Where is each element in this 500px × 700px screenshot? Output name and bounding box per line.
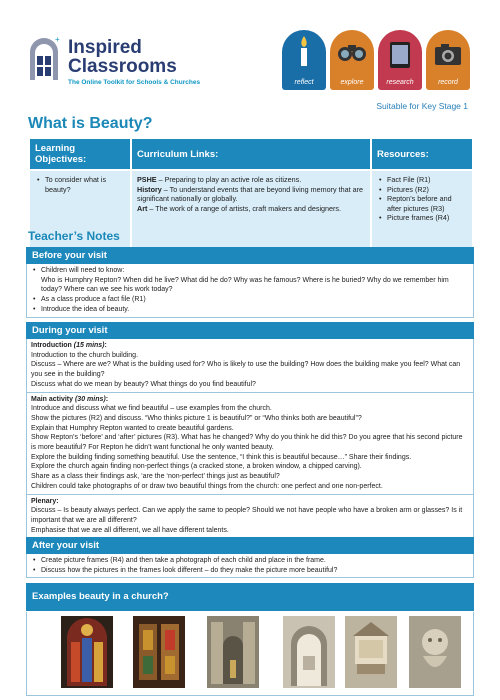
nav-explore[interactable] — [330, 30, 374, 90]
nav-explore-label: explore — [340, 79, 364, 86]
candle-icon — [282, 30, 326, 74]
resources-header: Resources: — [371, 138, 473, 170]
plenary-line: Discuss – Is beauty always perfect. Can we apply the same to people? Should we not have people who have a broken arm or glasses? Is it important that we are all different? — [31, 507, 463, 524]
intro-line: Discuss what do we mean by beauty? What things do you find beautiful? — [31, 380, 256, 388]
after-heading: After your visit — [26, 537, 474, 554]
intro-time: (15 mins) — [73, 342, 105, 349]
binoculars-icon — [330, 30, 374, 74]
resource-item: • Repton’s before and after pictures (R3) — [377, 194, 467, 213]
main-line: Children could take photographs of or draw two beautiful things from the church: one perfect and one non-perfect. — [31, 482, 383, 490]
curriculum-cell — [131, 170, 371, 250]
key-stage-note: Suitable for Key Stage 1 — [376, 101, 468, 111]
nav-reflect-label: reflect — [294, 79, 314, 86]
nav-research-label: research — [386, 79, 414, 86]
objectives-header: Learning Objectives: — [29, 138, 131, 170]
main-time: (30 mins) — [74, 395, 106, 403]
nav-record[interactable] — [426, 30, 470, 90]
wall-monument-photo — [345, 616, 397, 688]
page-title: What is Beauty? — [28, 115, 153, 132]
after-item: • Create picture frames (R4) and then take a photograph of each child and place in the frame. — [31, 556, 469, 566]
objective-item: • To consider what is beauty? — [35, 175, 125, 194]
main-line: Show Repton’s ‘before’ and ‘after’ pictures (R3). What has he changed? Why do you think he did this? Do you agree that his second picture is more beautiful? For Repton he didn’t want functional he only wanted beauty. — [31, 434, 463, 452]
main-line: Show the pictures (R2) and discuss. “Who thinks picture 1 is beautiful?” or “Who thinks both are beautiful”? — [31, 414, 362, 422]
main-line: Share as a class their findings ask, ‘are the ‘non-perfect’ things just as beautiful? — [31, 473, 280, 481]
intro-heading: Introduction — [31, 342, 72, 349]
main-line: Explore the church again finding non-perfect things (a cracked stone, a broken window, a chipped carving). — [31, 463, 362, 471]
church-interior-photo — [207, 616, 259, 688]
examples-section — [26, 583, 474, 611]
nav-record-label: record — [438, 79, 458, 86]
plenary-line: Emphasise that we are all different, we all have different talents. — [31, 526, 229, 534]
resources-cell — [371, 170, 473, 250]
resource-item: • Picture frames (R4) — [377, 213, 467, 223]
main-line: Explain that Humphry Repton wanted to create beautiful gardens. — [31, 424, 234, 432]
nav-research[interactable] — [378, 30, 422, 90]
before-item: • Children will need to know: — [31, 266, 469, 276]
before-heading: Before your visit — [26, 247, 474, 264]
after-item: • Discuss how the pictures in the frames look different – do they make the picture more beautiful? — [31, 566, 469, 576]
camera-icon — [426, 30, 470, 74]
main-line: Explore the building finding something beautiful. Use the sentence, “I think this is beautiful because…” Share their findings. — [31, 453, 412, 461]
photo-strip — [26, 612, 474, 696]
svg-text:+: + — [55, 36, 60, 44]
stained-glass-window-photo — [61, 616, 113, 688]
resource-item: • Fact File (R1) — [377, 175, 467, 185]
nav-reflect[interactable] — [282, 30, 326, 90]
brand-line1: Inspired — [68, 37, 142, 58]
before-item: • As a class produce a fact file (R1) — [31, 295, 469, 305]
intro-line: Discuss – Where are we? What is the building used for? Who is likely to use the building? How does the building make you feel? What can you see in the building? — [31, 361, 461, 379]
main-heading: Main activity — [31, 395, 74, 403]
curriculum-header: Curriculum Links: — [131, 138, 371, 170]
curriculum-item: PSHE – Preparing to play an active role as citizens. — [137, 175, 302, 184]
before-item: Who is Humphry Repton? When did he live? What did he do? Why was he famous? Where is he buried? Why do we remember him today? Where can we see his work today? — [41, 276, 449, 294]
tablet-icon — [378, 30, 422, 74]
after-section — [26, 537, 474, 578]
page-header — [0, 0, 500, 100]
intro-line: Introduction to the church building. — [31, 351, 139, 359]
brand-line2: Classrooms — [68, 56, 177, 77]
curriculum-item: History – To understand events that are beyond living memory that are significant nationally or globally. — [137, 184, 363, 203]
stone-archway-photo — [283, 616, 335, 688]
teachers-notes-heading: Teacher’s Notes — [28, 229, 120, 243]
curriculum-item: Art – The work of a range of artists, craft makers and designers. — [137, 203, 342, 213]
before-section — [26, 247, 474, 318]
stone-carving-photo — [409, 616, 461, 688]
examples-heading: Examples beauty in a church? — [26, 583, 474, 611]
church-window-logo-icon — [28, 36, 60, 80]
plenary-heading: Plenary: — [31, 497, 59, 505]
carved-screen-photo — [133, 616, 185, 688]
during-section: During your visit Introduction (15 mins): Introduction to the church building. Discuss – Where are we? What is the building used for? Who is likely to use the building? How does the building make you feel? What can you see in the building? Discuss what do we mean by beauty? What things do you find beautiful? Main activity (30 mins): Introduce and discuss what we find beautiful – use examples from the church. Show the pictures (R2) and discuss. “Who thinks picture 1 is beautiful?” or “Who thinks both are beautiful”? Explain that Humphry Repton wanted to create beautiful gardens. Show Repton’s ‘before’ and ‘after’ pictures (R3). What has he changed? Why do you think he did this? Do you agree that his second picture is more beautiful? For Repton he didn’t want functional he only wanted beauty. Explore the building finding something beautiful. Use the sentence, “I think this is beautiful because…” Share their findings. Explore the church again finding non-perfect things (a cracked stone, a broken window, a chipped carving). Share as a class their findings ask, ‘are the ‘non-perfect’ things just as beautiful? Children could take photographs of or draw two beautiful things from the church: one perfect and one non-perfect. Plenary: Discuss – Is beauty always perfect. Can we apply the same to people? Should we not have people who have a broken arm or glasses? Is it important that we are all different? Emphasise that we are all different, we all have different talents. — [26, 322, 474, 538]
brand-tagline: The Online Toolkit for Schools & Churches — [68, 79, 201, 86]
during-heading: During your visit — [26, 322, 474, 339]
main-line: Introduce and discuss what we find beautiful – use examples from the church. — [31, 405, 272, 413]
before-item: • Introduce the idea of beauty. — [31, 305, 469, 315]
resource-item: • Pictures (R2) — [377, 185, 467, 195]
